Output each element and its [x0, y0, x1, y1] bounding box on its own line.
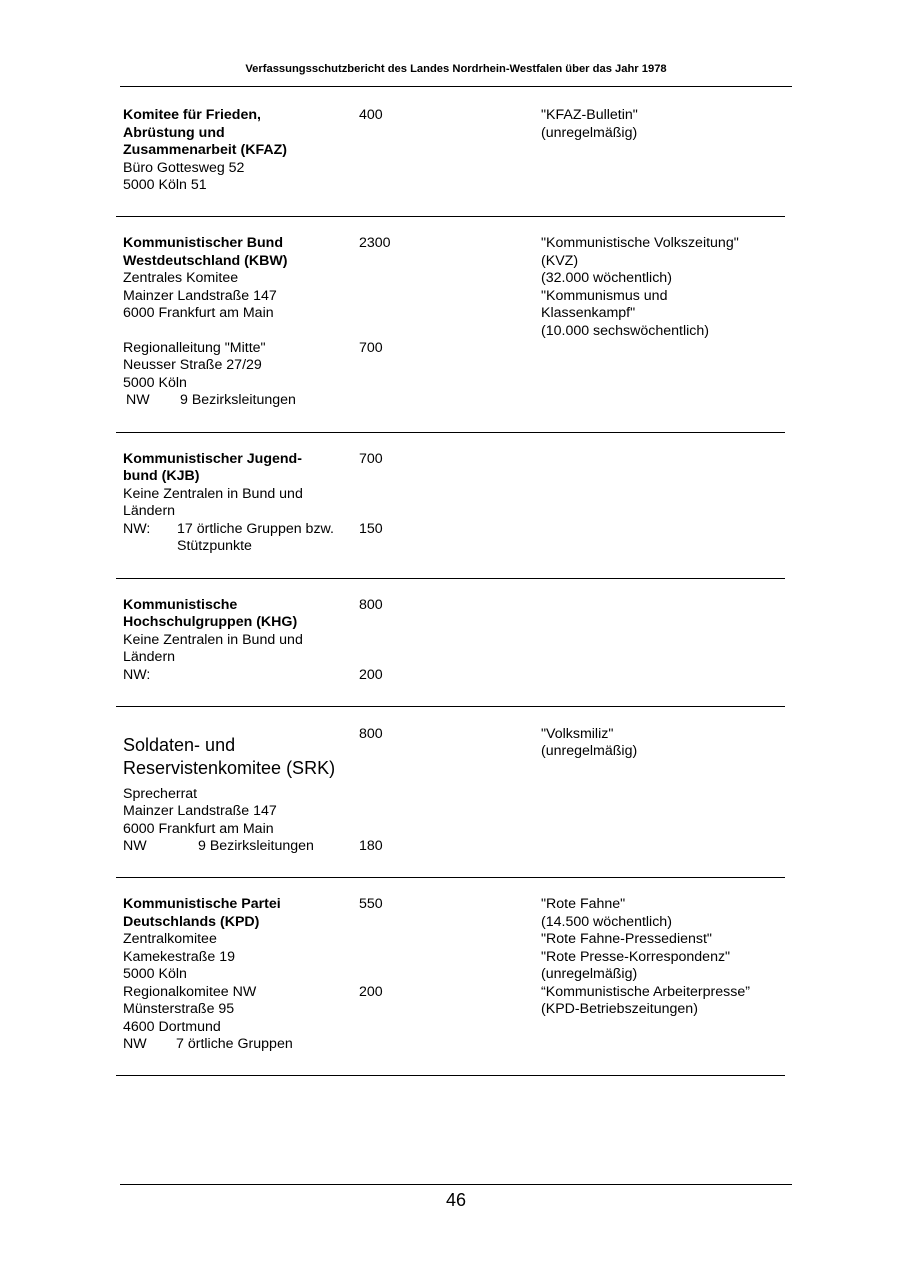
org-name-line: Kommunistischer Bund — [123, 235, 284, 251]
nw-text: Stützpunkte — [177, 538, 252, 554]
publication-line: "Kommunismus und — [541, 288, 668, 304]
page-header: Verfassungsschutzbericht des Landes Nordrhein-Westfalen über das Jahr 1978 — [245, 63, 667, 75]
header-rule — [120, 86, 792, 87]
publication-line: "Rote Fahne-Pressedienst" — [541, 931, 712, 947]
org-name-line: Zusammenarbeit (KFAZ) — [123, 142, 287, 158]
entry-divider — [116, 578, 785, 579]
publication-line: Klassenkampf" — [541, 305, 636, 321]
nw-member-count: 180 — [359, 838, 383, 854]
org-name-line: Reservistenkomitee (SRK) — [123, 758, 336, 778]
publication-line: (10.000 sechswöchentlich) — [541, 323, 709, 339]
entry-divider — [116, 706, 785, 707]
nw-text: 9 Bezirksleitungen — [180, 392, 296, 408]
address-line: Zentralkomitee — [123, 931, 217, 947]
page-number: 46 — [445, 1190, 467, 1210]
member-count: 700 — [359, 451, 383, 467]
publication-line: (unregelmäßig) — [541, 966, 638, 982]
org-name-line: Kommunistische — [123, 597, 238, 613]
nw-member-count: 200 — [359, 667, 383, 683]
address-line: 6000 Frankfurt am Main — [123, 305, 274, 321]
nw-text: 9 Bezirksleitungen — [198, 838, 314, 854]
org-name-line: Komitee für Frieden, — [123, 107, 261, 123]
sub-line: Regionalkomitee NW — [123, 984, 257, 1000]
org-name-line: bund (KJB) — [123, 468, 200, 484]
publication-line: “Kommunistische Arbeiterpresse” — [541, 984, 750, 1000]
publication-line: "Rote Fahne" — [541, 896, 626, 912]
entry-divider — [116, 216, 785, 217]
member-count: 400 — [359, 107, 383, 123]
org-name-line: Kommunistischer Jugend- — [123, 451, 302, 467]
org-name-line: Westdeutschland (KBW) — [123, 253, 288, 269]
publication-line: "Volksmiliz" — [541, 726, 614, 742]
publication-line: (KVZ) — [541, 253, 579, 269]
nw-text: 7 örtliche Gruppen — [176, 1036, 293, 1052]
address-line: Sprecherrat — [123, 786, 198, 802]
entry-divider — [116, 877, 785, 878]
nw-label: NW — [123, 838, 147, 854]
footer-rule — [120, 1184, 792, 1185]
publication-line: (unregelmäßig) — [541, 125, 638, 141]
member-count: 800 — [359, 597, 383, 613]
entry-divider — [116, 432, 785, 433]
org-name-line: Kommunistische Partei — [123, 896, 281, 912]
member-count: 800 — [359, 726, 383, 742]
sub-member-count: 700 — [359, 340, 383, 356]
publication-line: (32.000 wöchentlich) — [541, 270, 672, 286]
sub-member-count: 200 — [359, 984, 383, 1000]
publication-line: (KPD-Betriebszeitungen) — [541, 1001, 698, 1017]
nw-label: NW: — [123, 667, 151, 683]
address-line: Ländern — [123, 649, 176, 665]
address-line: Keine Zentralen in Bund und — [123, 486, 303, 502]
sub-line: 4600 Dortmund — [123, 1019, 221, 1035]
nw-member-count: 150 — [359, 521, 383, 537]
address-line: 6000 Frankfurt am Main — [123, 821, 274, 837]
org-name-line: Hochschulgruppen (KHG) — [123, 614, 298, 630]
publication-line: "KFAZ-Bulletin" — [541, 107, 638, 123]
publication-line: (unregelmäßig) — [541, 743, 638, 759]
address-line: Keine Zentralen in Bund und — [123, 632, 303, 648]
address-line: Zentrales Komitee — [123, 270, 239, 286]
publication-line: "Rote Presse-Korrespondenz" — [541, 949, 731, 965]
org-name-line: Soldaten- und — [123, 735, 236, 755]
address-line: Mainzer Landstraße 147 — [123, 288, 277, 304]
address-line: Mainzer Landstraße 147 — [123, 803, 277, 819]
sub-line: Neusser Straße 27/29 — [123, 357, 262, 373]
nw-label: NW — [126, 392, 150, 408]
nw-label: NW — [123, 1036, 147, 1052]
member-count: 2300 — [359, 235, 391, 251]
address-line: 5000 Köln 51 — [123, 177, 207, 193]
sub-line: Regionalleitung "Mitte" — [123, 340, 266, 356]
publication-line: (14.500 wöchentlich) — [541, 914, 672, 930]
publication-line: "Kommunistische Volkszeitung" — [541, 235, 739, 251]
address-line: Ländern — [123, 503, 176, 519]
address-line: 5000 Köln — [123, 966, 187, 982]
nw-text: 17 örtliche Gruppen bzw. — [177, 521, 334, 537]
address-line: Kamekestraße 19 — [123, 949, 235, 965]
sub-line: Münsterstraße 95 — [123, 1001, 235, 1017]
sub-line: 5000 Köln — [123, 375, 187, 391]
member-count: 550 — [359, 896, 383, 912]
nw-label: NW: — [123, 521, 151, 537]
org-name-line: Deutschlands (KPD) — [123, 914, 260, 930]
org-name-line: Abrüstung und — [123, 125, 225, 141]
address-line: Büro Gottesweg 52 — [123, 160, 245, 176]
entry-divider — [116, 1075, 785, 1076]
